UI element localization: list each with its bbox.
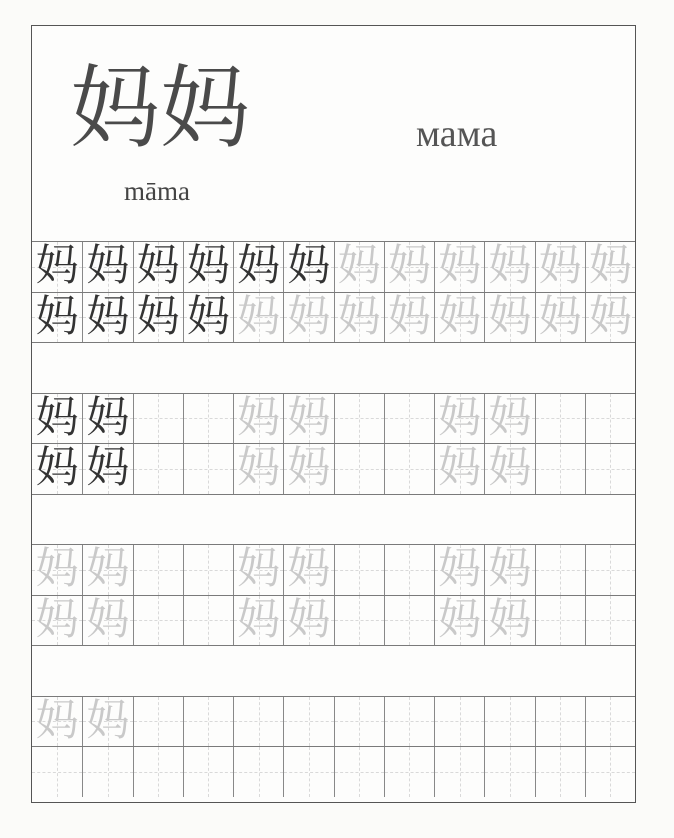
practice-cell [384, 747, 434, 797]
trace-character: 妈 [237, 392, 281, 443]
model-character: 妈 [35, 392, 79, 443]
trace-character: 妈 [35, 544, 79, 595]
hanzi-title: 妈妈 [70, 56, 250, 161]
practice-cell [384, 394, 434, 444]
model-character: 妈 [86, 291, 130, 342]
practice-cell [334, 545, 384, 595]
model-character: 妈 [35, 443, 79, 494]
practice-cell [283, 394, 333, 444]
practice-cell [183, 545, 233, 595]
practice-cell [183, 444, 233, 494]
practice-cell [384, 293, 434, 343]
practice-cell [133, 293, 183, 343]
trace-character: 妈 [488, 392, 532, 443]
model-character: 妈 [86, 443, 130, 494]
practice-cell [32, 697, 82, 747]
trace-character: 妈 [488, 291, 532, 342]
practice-cell [283, 444, 333, 494]
practice-cell [484, 545, 534, 595]
trace-character: 妈 [387, 291, 431, 342]
trace-character: 妈 [86, 594, 130, 645]
trace-character: 妈 [538, 291, 582, 342]
practice-cell [233, 697, 283, 747]
practice-cell [585, 444, 635, 494]
practice-cell [334, 242, 384, 292]
practice-cell [334, 394, 384, 444]
practice-cell [32, 394, 82, 444]
practice-cell [82, 293, 132, 343]
trace-character: 妈 [287, 544, 331, 595]
practice-cell [82, 747, 132, 797]
practice-cell [183, 747, 233, 797]
practice-cell [32, 242, 82, 292]
trace-character: 妈 [86, 695, 130, 746]
practice-cell [283, 242, 333, 292]
practice-cell [283, 747, 333, 797]
spacer-row [32, 342, 635, 393]
practice-cell [183, 596, 233, 646]
practice-cell [334, 444, 384, 494]
trace-character: 妈 [337, 291, 381, 342]
trace-character: 妈 [488, 443, 532, 494]
practice-cell [133, 747, 183, 797]
practice-cell [334, 747, 384, 797]
model-character: 妈 [136, 241, 180, 292]
practice-cell [484, 293, 534, 343]
practice-cell [484, 596, 534, 646]
worksheet-header [32, 26, 635, 241]
practice-cell [434, 293, 484, 343]
trace-character: 妈 [86, 544, 130, 595]
spacer-row [32, 494, 635, 545]
trace-character: 妈 [337, 241, 381, 292]
practice-cell [384, 545, 434, 595]
practice-cell [434, 747, 484, 797]
practice-row [32, 696, 635, 747]
practice-cell [334, 596, 384, 646]
trace-character: 妈 [237, 443, 281, 494]
practice-cell [585, 293, 635, 343]
practice-cell [535, 242, 585, 292]
trace-character: 妈 [287, 392, 331, 443]
trace-character: 妈 [438, 443, 482, 494]
practice-cell [133, 596, 183, 646]
practice-row [32, 443, 635, 494]
practice-cell [585, 242, 635, 292]
model-character: 妈 [287, 241, 331, 292]
model-character: 妈 [86, 241, 130, 292]
trace-character: 妈 [438, 594, 482, 645]
practice-cell [233, 545, 283, 595]
practice-cell [434, 596, 484, 646]
trace-character: 妈 [237, 594, 281, 645]
trace-character: 妈 [237, 544, 281, 595]
practice-row [32, 292, 635, 343]
trace-character: 妈 [588, 291, 632, 342]
practice-cell [535, 747, 585, 797]
model-character: 妈 [136, 291, 180, 342]
model-character: 妈 [86, 392, 130, 443]
practice-cell [183, 242, 233, 292]
trace-character: 妈 [538, 241, 582, 292]
pinyin-label: māma [124, 176, 190, 206]
practice-cell [183, 394, 233, 444]
model-character: 妈 [186, 241, 230, 292]
practice-cell [233, 747, 283, 797]
trace-character: 妈 [35, 594, 79, 645]
translation-label: мама [416, 113, 498, 155]
practice-cell [133, 242, 183, 292]
practice-cell [133, 545, 183, 595]
practice-cell [535, 293, 585, 343]
practice-cell [384, 596, 434, 646]
practice-cell [32, 545, 82, 595]
practice-cell [233, 596, 283, 646]
practice-cell [133, 394, 183, 444]
practice-cell [585, 596, 635, 646]
practice-cell [535, 697, 585, 747]
practice-cell [283, 545, 333, 595]
practice-cell [283, 697, 333, 747]
practice-grid [32, 241, 635, 797]
practice-cell [32, 596, 82, 646]
practice-cell [535, 394, 585, 444]
practice-cell [82, 697, 132, 747]
practice-cell [133, 697, 183, 747]
practice-cell [334, 293, 384, 343]
worksheet-page [31, 25, 636, 803]
model-character: 妈 [35, 241, 79, 292]
practice-cell [183, 293, 233, 343]
model-character: 妈 [186, 291, 230, 342]
practice-cell [434, 697, 484, 747]
practice-cell [484, 697, 534, 747]
practice-row [32, 241, 635, 292]
practice-cell [32, 293, 82, 343]
practice-cell [484, 394, 534, 444]
practice-cell [484, 444, 534, 494]
trace-character: 妈 [287, 594, 331, 645]
practice-cell [434, 242, 484, 292]
practice-cell [535, 545, 585, 595]
trace-character: 妈 [287, 443, 331, 494]
practice-cell [585, 394, 635, 444]
practice-cell [535, 596, 585, 646]
practice-cell [585, 545, 635, 595]
practice-cell [82, 242, 132, 292]
trace-character: 妈 [287, 291, 331, 342]
model-character: 妈 [35, 291, 79, 342]
practice-cell [434, 394, 484, 444]
practice-row [32, 393, 635, 444]
practice-cell [233, 293, 283, 343]
practice-cell [82, 394, 132, 444]
practice-cell [183, 697, 233, 747]
practice-cell [233, 394, 283, 444]
practice-cell [384, 444, 434, 494]
trace-character: 妈 [438, 544, 482, 595]
practice-cell [585, 697, 635, 747]
practice-cell [283, 596, 333, 646]
trace-character: 妈 [588, 241, 632, 292]
practice-cell [484, 242, 534, 292]
practice-cell [82, 545, 132, 595]
practice-cell [434, 545, 484, 595]
practice-cell [334, 697, 384, 747]
practice-row [32, 544, 635, 595]
practice-row [32, 746, 635, 797]
practice-cell [32, 747, 82, 797]
practice-cell [384, 242, 434, 292]
practice-cell [82, 596, 132, 646]
practice-cell [82, 444, 132, 494]
trace-character: 妈 [387, 241, 431, 292]
trace-character: 妈 [237, 291, 281, 342]
practice-cell [535, 444, 585, 494]
practice-cell [283, 293, 333, 343]
practice-cell [484, 747, 534, 797]
trace-character: 妈 [488, 594, 532, 645]
trace-character: 妈 [35, 695, 79, 746]
practice-cell [233, 242, 283, 292]
practice-cell [434, 444, 484, 494]
spacer-row [32, 645, 635, 696]
practice-cell [585, 747, 635, 797]
practice-cell [233, 444, 283, 494]
practice-cell [133, 444, 183, 494]
practice-row [32, 595, 635, 646]
trace-character: 妈 [438, 392, 482, 443]
practice-cell [384, 697, 434, 747]
model-character: 妈 [237, 241, 281, 292]
trace-character: 妈 [438, 291, 482, 342]
trace-character: 妈 [488, 544, 532, 595]
practice-cell [32, 444, 82, 494]
trace-character: 妈 [488, 241, 532, 292]
trace-character: 妈 [438, 241, 482, 292]
